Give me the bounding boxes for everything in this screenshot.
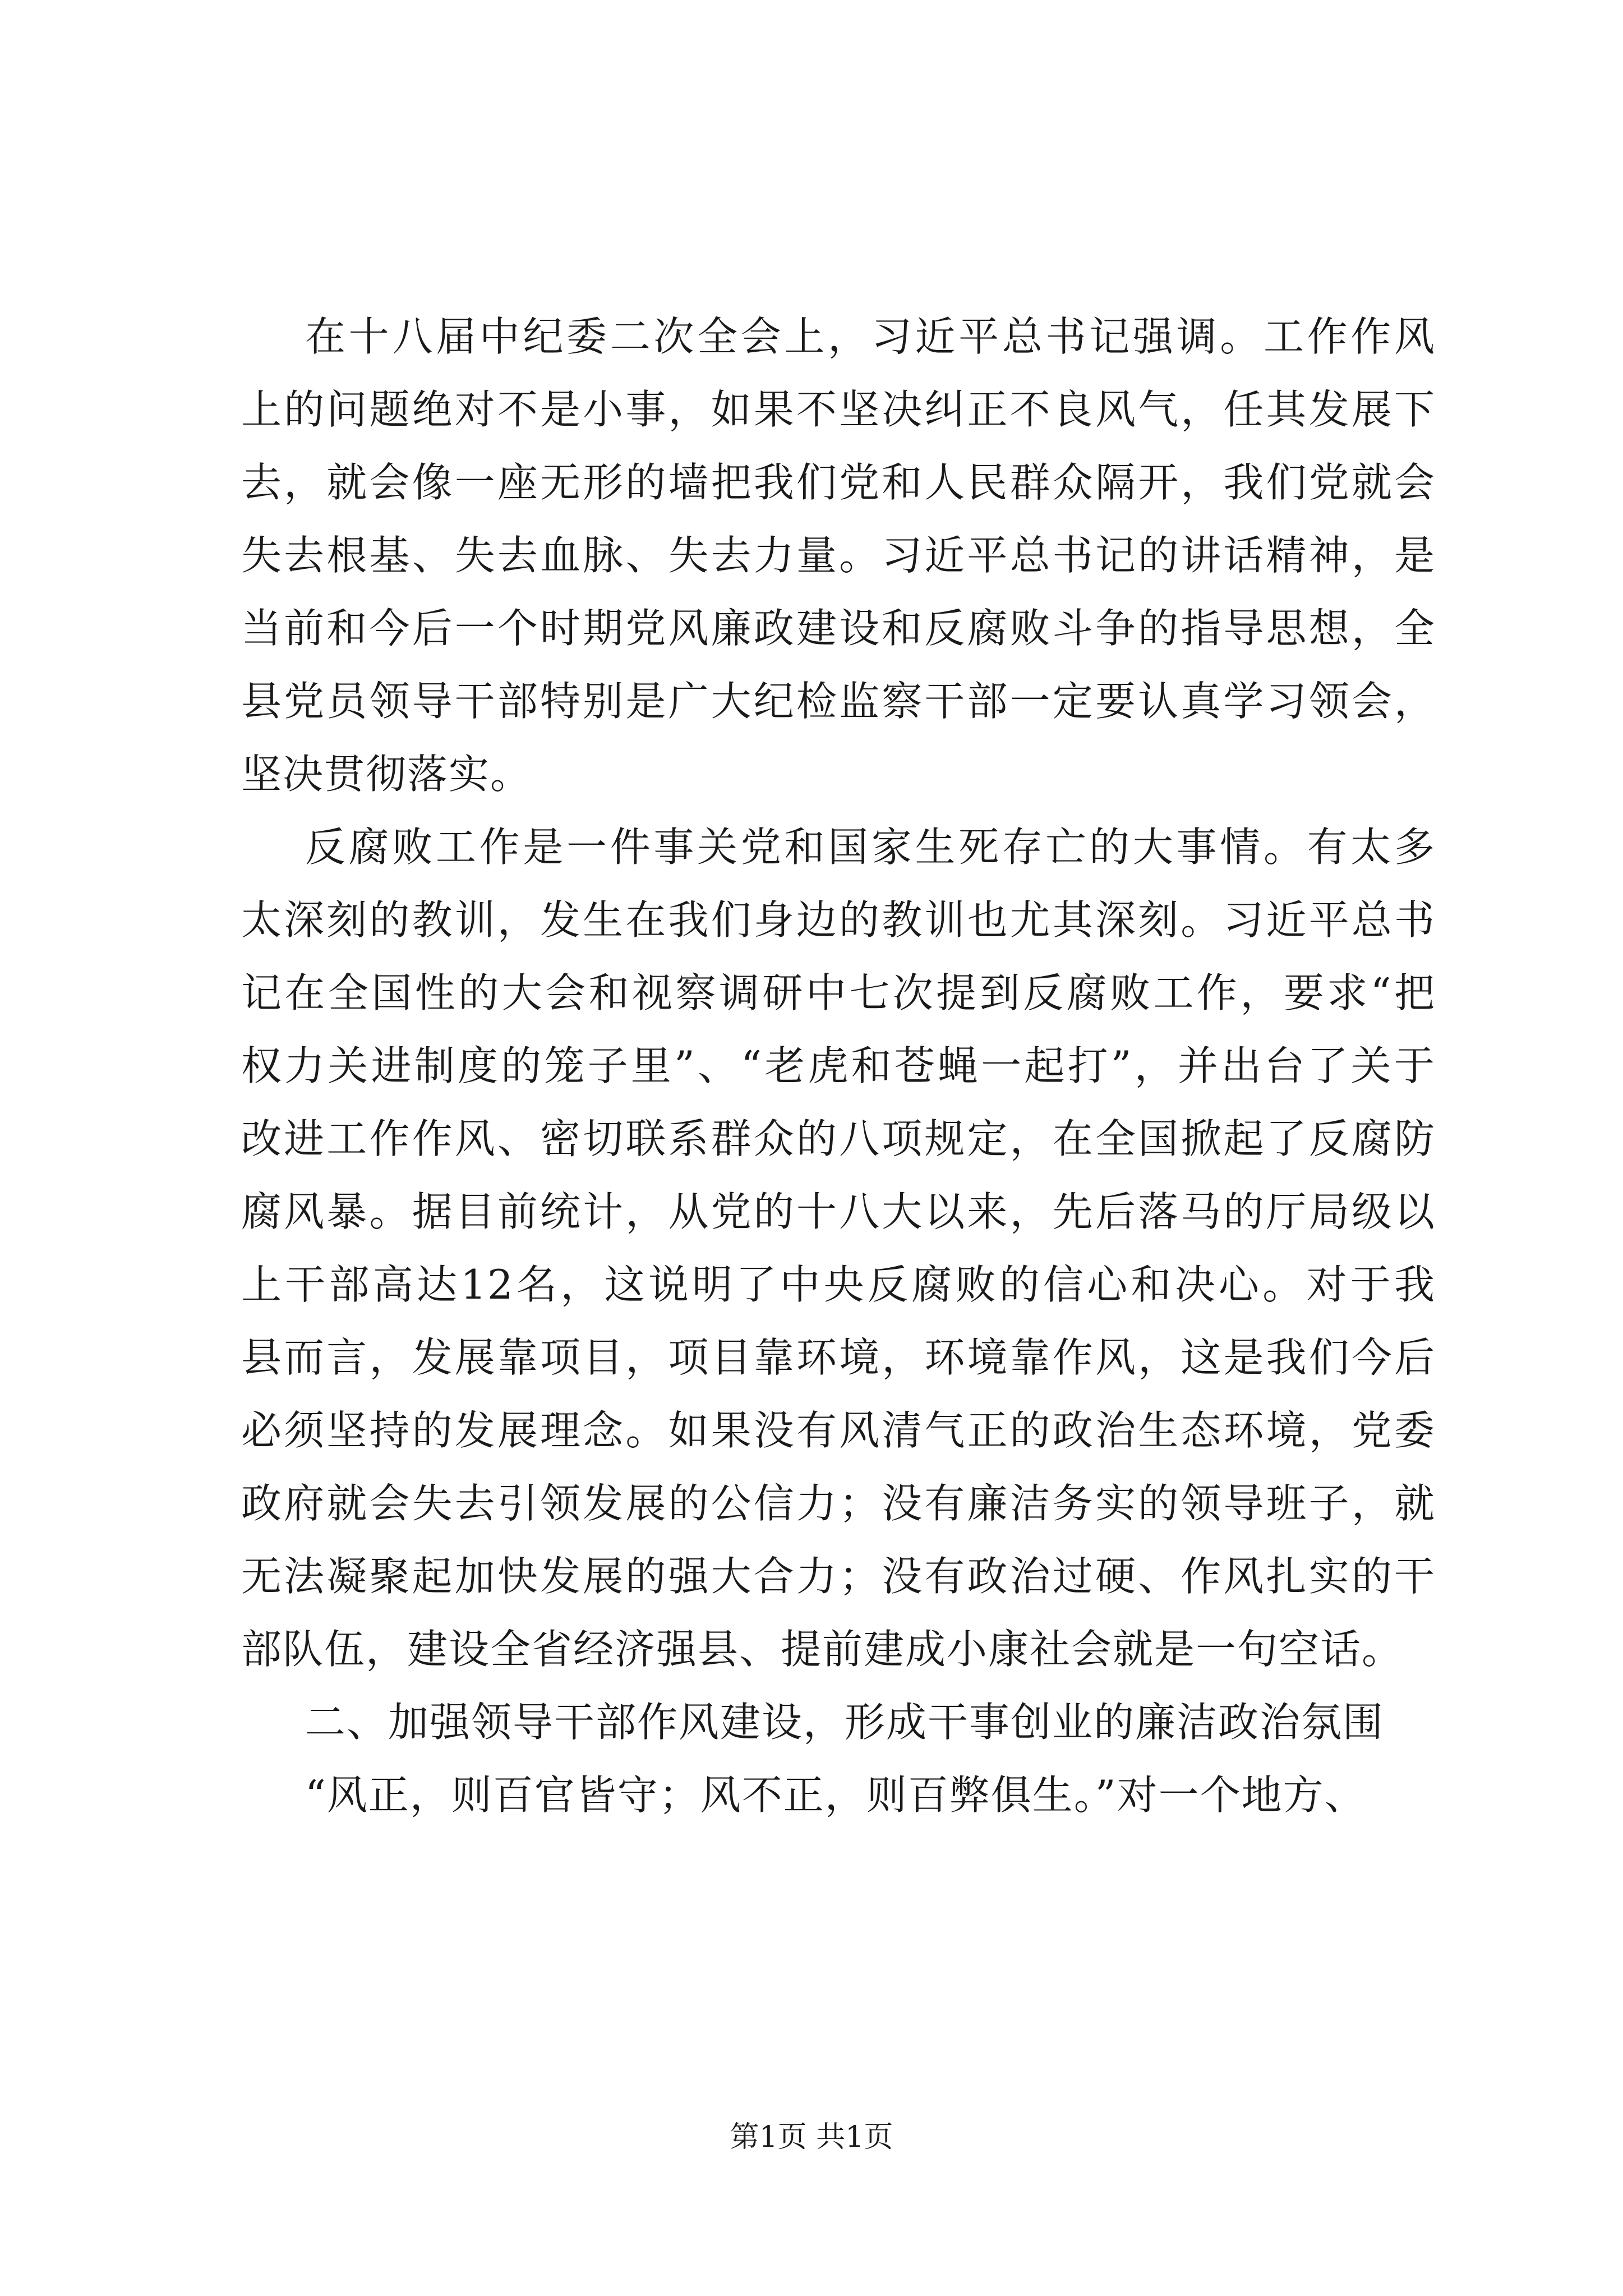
paragraph-2-line-5: 改进工作作风、密切联系群众的八项规定，在全国掀起了反腐防 [241,1115,1436,1162]
paragraph-2-line-6: 腐风暴。据目前统计，从党的十八大以来，先后落马的厅局级以 [241,1188,1436,1235]
page-footer: 第1页 共1页 [730,2120,893,2154]
paragraph-2-line-12: 部队伍，建设全省经济强县、提前建成小康社会就是一句空话。 [241,1626,1404,1673]
paragraph-2-line-8: 县而言，发展靠项目，项目靠环境，环境靠作风，这是我们今后 [241,1334,1436,1381]
paragraph-2-line-1: 反腐败工作是一件事关党和国家生死存亡的大事情。有太多 [305,823,1436,871]
paragraph-1-line-5: 当前和今后一个时期党风廉政建设和反腐败斗争的指导思想，全 [241,605,1436,652]
paragraph-2-line-2: 太深刻的教训，发生在我们身边的教训也尤其深刻。习近平总书 [241,896,1436,944]
paragraph-1-line-1: 在十八届中纪委二次全会上，习近平总书记强调。工作作风 [305,313,1436,360]
paragraph-1-line-7: 坚决贯彻落实。 [241,751,532,798]
section-heading: 二、加强领导干部作风建设，形成干事创业的廉洁政治氛围 [305,1699,1385,1746]
paragraph-4-line-1: “风正，则百官皆守；风不正，则百弊俱生。”对一个地方、 [305,1772,1366,1819]
paragraph-2-line-9: 必须坚持的发展理念。如果没有风清气正的政治生态环境，党委 [241,1407,1436,1454]
paragraph-1-line-3: 去，就会像一座无形的墙把我们党和人民群众隔开，我们党就会 [241,459,1436,506]
paragraph-2-line-11: 无法凝聚起加快发展的强大合力；没有政治过硬、作风扎实的干 [241,1553,1436,1600]
paragraph-2-line-10: 政府就会失去引领发展的公信力；没有廉洁务实的领导班子，就 [241,1480,1436,1527]
paragraph-1-line-2: 上的问题绝对不是小事，如果不坚决纠正不良风气，任其发展下 [241,386,1436,433]
paragraph-2-line-3: 记在全国性的大会和视察调研中七次提到反腐败工作，要求“把 [241,969,1436,1016]
paragraph-2-line-4: 权力关进制度的笼子里”、“老虎和苍蝇一起打”，并出台了关于 [241,1042,1436,1089]
paragraph-1-line-6: 县党员领导干部特别是广大纪检监察干部一定要认真学习领会， [241,678,1436,725]
paragraph-1-line-4: 失去根基、失去血脉、失去力量。习近平总书记的讲话精神，是 [241,532,1436,579]
paragraph-2-line-7: 上干部高达12名，这说明了中央反腐败的信心和决心。对于我 [241,1261,1436,1308]
